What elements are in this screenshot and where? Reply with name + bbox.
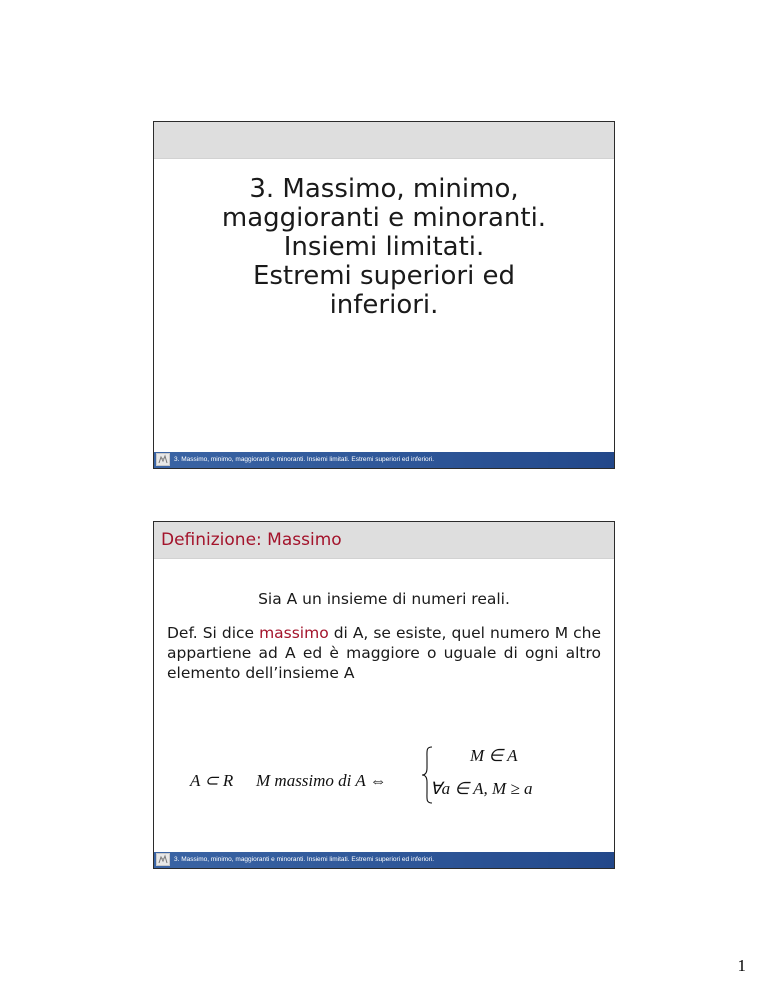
definition-suffix: di A, se esiste, quel numero M che appartiene ad A ed è maggiore o uguale di ogni altro elemento dell’insieme A: [167, 624, 602, 682]
page-number: 1: [737, 956, 746, 975]
slide-header-title: Definizione: Massimo: [161, 530, 342, 550]
footer-text: 3. Massimo, minimo, maggioranti e minoranti. Insiemi limitati. Estremi superiori ed inferiori.: [174, 456, 435, 463]
slide-footer: [154, 852, 614, 868]
definition-prefix: Def. Si dice: [167, 624, 260, 642]
title-line-2: maggioranti e minoranti.: [221, 203, 547, 233]
title-line-5: inferiori.: [329, 290, 439, 320]
title-line-1: 3. Massimo, minimo,: [249, 174, 519, 204]
maximum-formula: [154, 740, 614, 810]
formula-middle: M massimo di A ⇔: [256, 771, 387, 790]
university-logo-icon: [156, 453, 170, 466]
intro-text: Sia A un insieme di numeri reali.: [258, 590, 510, 608]
university-logo-icon: [156, 853, 170, 866]
slide-footer: [154, 452, 614, 468]
slide-header-bar: [154, 522, 614, 559]
slide-header-bar: [154, 122, 614, 159]
definition-slide: [153, 521, 615, 869]
formula-case-1: M ∈ A: [470, 746, 518, 765]
definition-keyword: massimo: [259, 624, 329, 642]
definition-text: [167, 623, 601, 683]
title-line-4: Estremi superiori ed: [252, 261, 516, 291]
footer-text: 3. Massimo, minimo, maggioranti e minoranti. Insiemi limitati. Estremi superiori ed inferiori.: [174, 856, 435, 863]
title-slide: [153, 121, 615, 469]
formula-case-2: ∀a ∈ A, M ≥ a: [430, 779, 533, 798]
slide-title: [154, 175, 614, 320]
formula-lhs: A ⊂ R: [190, 771, 234, 790]
title-line-3: Insiemi limitati.: [283, 232, 485, 262]
